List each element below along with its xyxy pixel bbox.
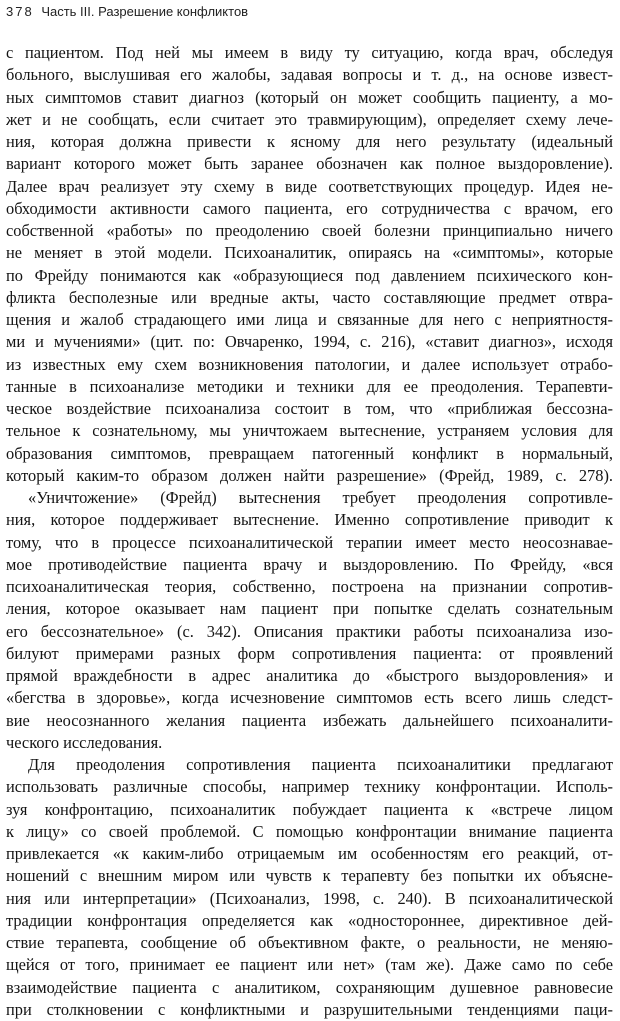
text-line: тому, что в процессе психоаналитической терапии имеет место неосознавае- bbox=[6, 532, 613, 552]
text-line: прямой враждебности в адрес аналитика до «быстрого выздоровления» и bbox=[6, 666, 613, 685]
text-line: традиции конфронтация определяется как «одностороннее, директивное дей- bbox=[6, 910, 613, 930]
text-line: жет и не сообщать, если считает это травмирующим), определяет схему лече- bbox=[6, 109, 613, 129]
text-line: «бегства в здоровье», когда исчезновение симптомов есть всего лишь следст- bbox=[6, 688, 613, 708]
text-line: при столкновении с конфликтными и разрушительными тенденциями паци- bbox=[6, 999, 613, 1019]
text-line: тельное к сознательному, мы уничтожаем вытеснение, устраняем условия для bbox=[6, 421, 613, 441]
text-line: билуют примерами разных форм сопротивления пациента: от проявлений bbox=[6, 643, 613, 663]
text-line: не меняет в этой модели. Психоаналитик, опираясь на «симптомы», которые bbox=[6, 243, 613, 263]
text-line: психоаналитическая теория, собственно, построена на признании сопротив- bbox=[6, 577, 613, 596]
text-line: использовать различные способы, например технику конфронтации. Исполь- bbox=[6, 777, 613, 797]
text-line: вие неосознанного желания пациента избежать дальнейшего психоаналити- bbox=[6, 710, 613, 730]
text-line: ми и мучениями» (цит. по: Овчаренко, 1994, с. 216), «ставит диагноз», исходя bbox=[6, 332, 613, 352]
text-line: ния или интерпретации» (Психоанализ, 1998, с. 240). В психоаналитической bbox=[6, 888, 613, 908]
text-line: по Фрейду понимаются как «образующиеся под давлением психического кон- bbox=[6, 265, 613, 285]
text-line: больного, выслушивая его жалобы, задавая вопросы и т. д., на основе извест- bbox=[6, 65, 613, 85]
text-line: к лицу» со своей проблемой. С помощью конфронтации внимание пациента bbox=[6, 821, 613, 841]
text-line: ния, которое поддерживает вытеснение. Именно сопротивление приводит к bbox=[6, 510, 613, 530]
text-line: ния, которая должна привести к ясному для него результату (идеальный bbox=[6, 132, 613, 151]
running-head bbox=[6, 4, 248, 19]
text-line: ствие терапевта, сообщение об объективном факте, о реальности, не меняю- bbox=[6, 933, 613, 952]
text-line: ческого исследования. bbox=[6, 732, 163, 752]
text-line: вариант которого может быть заранее обозначен как полное выздоровление). bbox=[6, 154, 613, 174]
text-line: ческое воздействие психоанализа состоит в том, что «приближая бессозна- bbox=[6, 399, 613, 418]
text-line: фликта бесполезные или вредные акты, часто составляющие предмет отвра- bbox=[6, 287, 613, 307]
body-text bbox=[6, 42, 613, 1021]
text-line: ления, которое оказывает нам пациент при попытке сделать сознательным bbox=[6, 599, 613, 619]
text-line: собственной «работы» по преодолению своей болезни принципиально ничего bbox=[6, 221, 613, 240]
text-line: «Уничтожение» (Фрейд) вытеснения требует преодоления сопротивле- bbox=[28, 488, 613, 507]
text-line: который каким-то образом должен найти разрешение» (Фрейд, 1989, с. 278). bbox=[6, 465, 613, 485]
text-line: Для преодоления сопротивления пациента психоаналитики предлагают bbox=[28, 755, 613, 774]
text-line: ных симптомов ставит диагноз (который он может сообщить пациенту, а мо- bbox=[6, 87, 613, 107]
text-line: щейся от того, принимает ее пациент или нет» (там же). Даже само по себе bbox=[6, 955, 613, 975]
text-line: его бессознательное» (с. 342). Описания практики работы психоанализа изо- bbox=[6, 621, 613, 641]
running-title: Часть III. Разрешение конфликтов bbox=[41, 4, 249, 19]
text-line: ношений с внешним миром или чувств к терапевту без попытки их объясне- bbox=[6, 866, 613, 886]
text-line: Далее врач реализует эту схему в виде соответствующих процедур. Идея не- bbox=[6, 176, 613, 196]
text-line: взаимодействие пациента с аналитиком, сохраняющим душевное равновесие bbox=[6, 977, 613, 997]
text-line: образования симптомов, превращаем патогенный конфликт в нормальный, bbox=[6, 443, 613, 463]
text-line: с пациентом. Под ней мы имеем в виду ту ситуацию, когда врач, обследуя bbox=[6, 43, 613, 62]
text-line: обходимости активности самого пациента, его сотрудничества с врачом, его bbox=[6, 198, 613, 218]
text-line: привлекается «к каким-либо отрицаемым им особенностям его реакций, от- bbox=[6, 844, 613, 863]
text-line: из известных ему схем возникновения патологии, и далее использует отрабо- bbox=[6, 354, 613, 374]
text-line: зуя конфронтацию, психоаналитик побуждает пациента к «встрече лицом bbox=[6, 799, 613, 819]
text-line: мое противодействие пациента врачу и выздоровлению. По Фрейду, «вся bbox=[6, 554, 613, 574]
text-line: танные в психоанализе методики и техники для ее преодоления. Терапевти- bbox=[6, 376, 613, 396]
text-line: щения и жалоб страдающего ими лица и связанные для него с неприятностя- bbox=[6, 310, 613, 329]
page-number: 378 bbox=[6, 4, 34, 19]
